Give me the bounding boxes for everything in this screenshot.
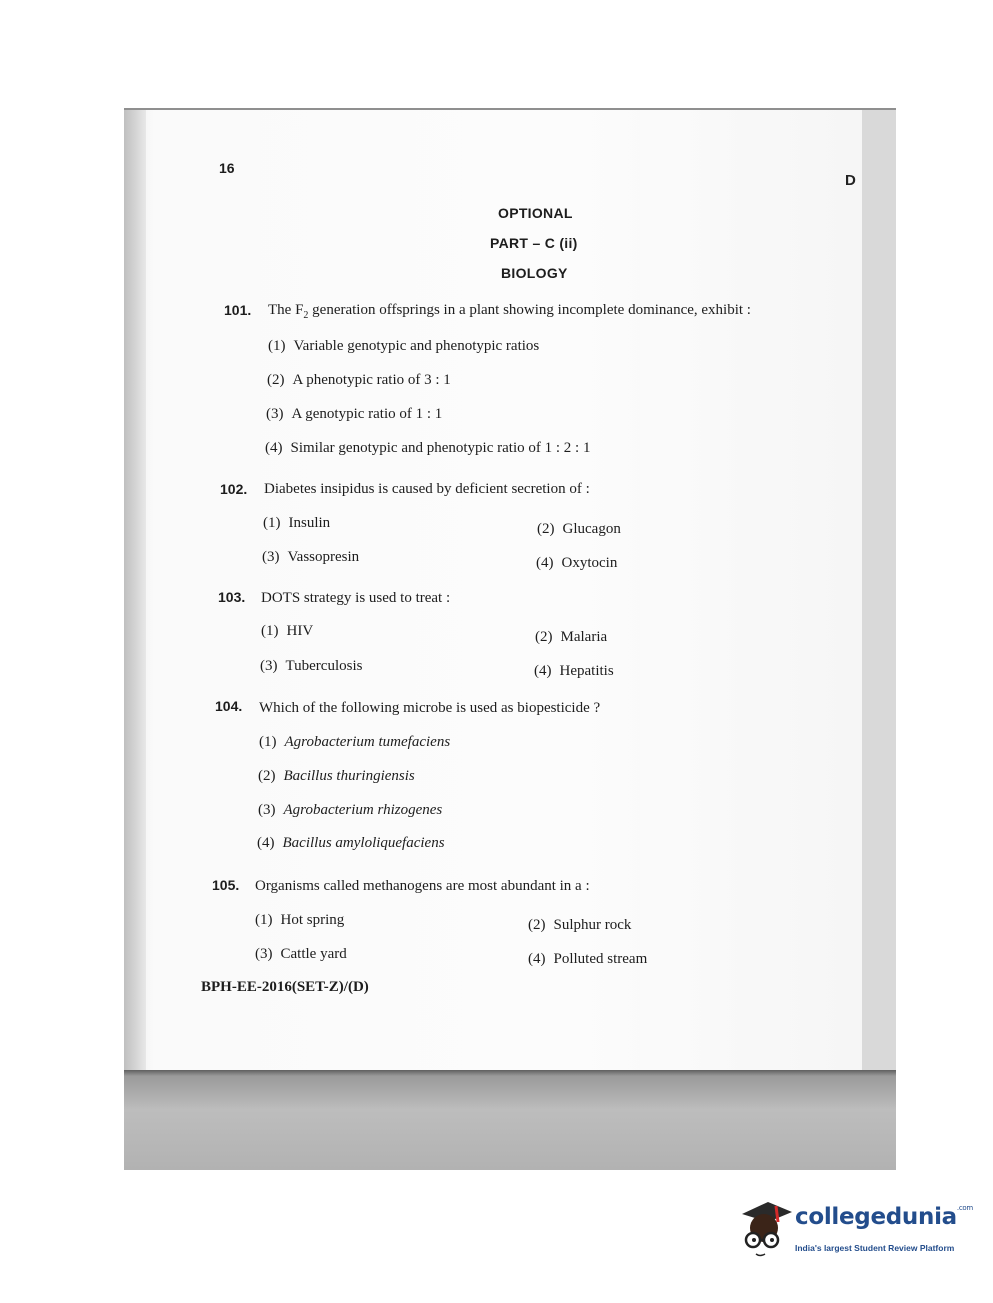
page-right-margin [862,110,896,1070]
question-number: 105. [212,877,240,893]
question-text: DOTS strategy is used to treat : [261,590,451,606]
option: (1) HIV [261,623,314,639]
option: (2) Malaria [535,629,608,645]
option: (1) Agrobacterium tumefaciens [259,734,451,750]
option: (3) A genotypic ratio of 1 : 1 [266,406,443,422]
page-bottom-edge [124,1070,896,1170]
question-number: 102. [220,481,248,497]
mascot-icon [738,1196,794,1260]
question-text: Which of the following microbe is used as biopesticide ? [259,700,601,716]
edge-mark: D [845,172,856,189]
question-number: 101. [224,302,252,318]
option: (2) Glucagon [537,521,621,537]
option: (4) Similar genotypic and phenotypic ratio of 1 : 2 : 1 [265,440,591,456]
page-binding-shadow [124,110,146,1070]
option: (2) Sulphur rock [528,917,632,933]
question-number: 104. [215,698,243,714]
question-text: Organisms called methanogens are most abundant in a : [255,878,590,894]
heading-optional: OPTIONAL [498,205,573,221]
question-text: The $F_2$ generation offsprings in a plant showing incomplete dominance, exhibit : [268,302,751,321]
heading-part: PART – C (ii) [490,235,578,251]
option: (4) Polluted stream [528,951,648,967]
option: (4) Hepatitis [534,663,614,679]
option: (4) Oxytocin [536,555,618,571]
collegedunia-logo[interactable] [738,1196,973,1260]
option: (1) Insulin [263,515,331,531]
brand-name: collegedunia$^{.com}$ [795,1204,973,1230]
option: (2) A phenotypic ratio of 3 : 1 [267,372,451,388]
heading-subject: BIOLOGY [501,265,568,281]
brand-tagline: India's largest Student Review Platform [795,1243,955,1253]
question-text: Diabetes insipidus is caused by deficient secretion of : [264,481,590,497]
option: (3) Cattle yard [255,946,347,962]
option: (3) Tuberculosis [260,658,363,674]
page-number: 16 [219,160,235,176]
option: (2) Bacillus thuringiensis [258,768,415,784]
option: (4) Bacillus amyloliquefaciens [257,835,445,851]
question-number: 103. [218,589,246,605]
option: (1) Variable genotypic and phenotypic ratios [268,338,540,354]
option: (3) Vassopresin [262,549,360,565]
option: (3) Agrobacterium rhizogenes [258,802,443,818]
exam-code-footer: BPH-EE-2016(SET-Z)/(D) [201,979,369,995]
option: (1) Hot spring [255,912,345,928]
